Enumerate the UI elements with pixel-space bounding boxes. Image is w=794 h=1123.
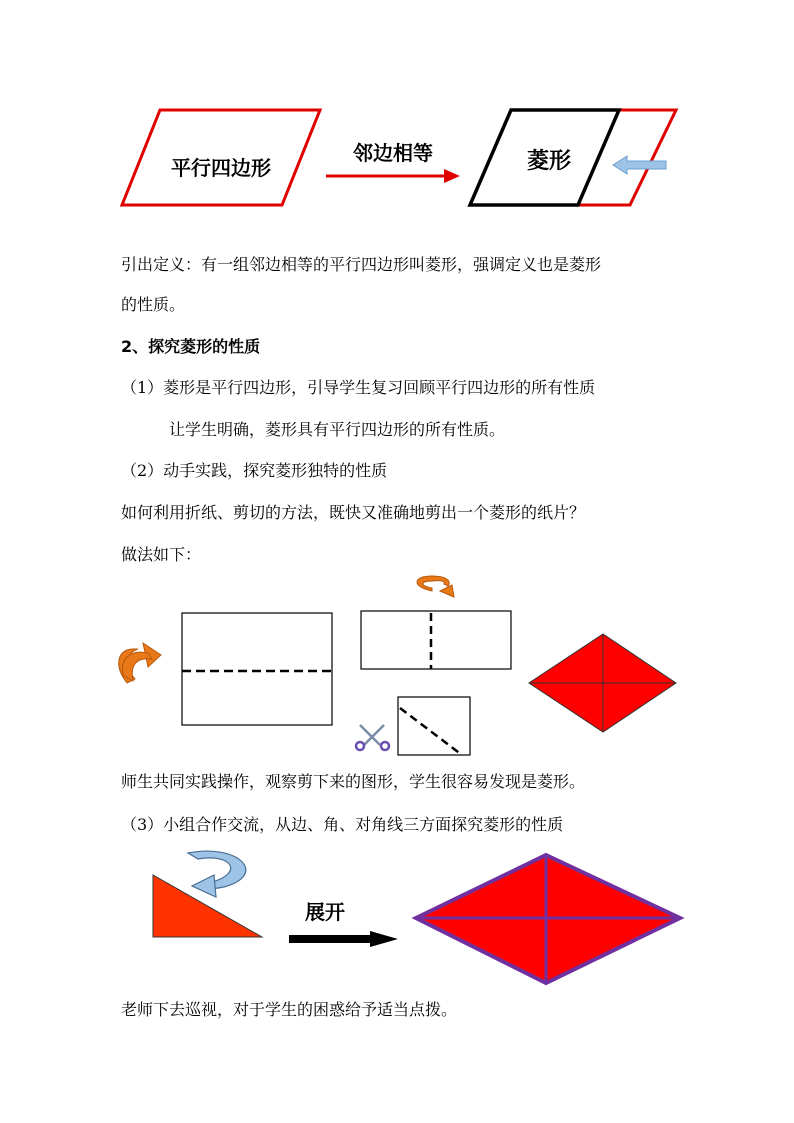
parallelogram-label: 平行四边形: [171, 156, 271, 180]
section-heading: 2、探究菱形的性质: [121, 337, 261, 356]
adjacent-sides-equal-arrow-head: [444, 169, 460, 183]
curved-fold-arrow-head: [192, 875, 216, 897]
rhombus-label: 菱形: [527, 149, 572, 174]
figure-unfold-triangle: [0, 845, 794, 995]
cut-square: [398, 697, 470, 755]
scissors-icon: [356, 725, 389, 750]
diagonal-cut-line: [400, 708, 462, 755]
figure-parallelogram-to-rhombus: [0, 0, 794, 230]
adjacent-sides-equal-label: 邻边相等: [353, 141, 433, 165]
flip-arrow-head: [440, 585, 454, 597]
folded-rectangle: [361, 611, 511, 669]
figure-fold-and-cut: [0, 575, 794, 765]
item-3: （3）小组合作交流，从边、角、对角线三方面探究菱形的性质: [121, 815, 564, 834]
item-1-line-b: 让学生明确，菱形具有平行四边形的所有性质。: [169, 420, 506, 439]
red-parallelogram-outline: [470, 110, 676, 205]
conclusion-line: 老师下去巡视，对于学生的困惑给予适当点拨。: [121, 1000, 458, 1019]
definition-line-1: 引出定义：有一组邻边相等的平行四边形叫菱形，强调定义也是菱形: [121, 255, 602, 274]
observe-line: 师生共同实践操作，观察剪下来的图形，学生很容易发现是菱形。: [121, 772, 586, 791]
left-arrow-icon: [613, 156, 666, 174]
item-1-line-a: （1）菱形是平行四边形，引导学生复习回顾平行四边形的所有性质: [121, 378, 596, 397]
unfold-arrow-head: [370, 931, 398, 947]
unfold-arrow-shaft: [289, 935, 371, 943]
item-2: （2）动手实践，探究菱形独特的性质: [121, 461, 388, 480]
paper-rectangle: [182, 613, 332, 725]
method-line: 做法如下：: [121, 545, 202, 564]
question-line: 如何利用折纸、剪切的方法，既快又准确地剪出一个菱形的纸片？: [121, 503, 586, 522]
definition-line-2: 的性质。: [121, 295, 186, 314]
unfold-label: 展开: [305, 900, 345, 924]
